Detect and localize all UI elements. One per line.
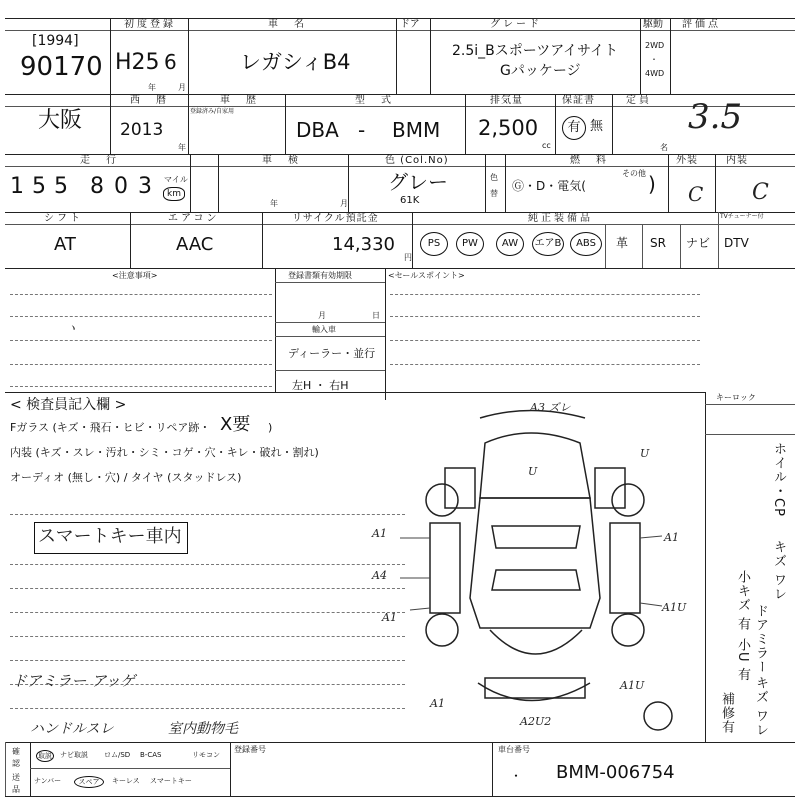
expiry-day: 日 [372, 311, 380, 320]
footer-send-2: 品 [12, 785, 20, 794]
color-label: 色 (Col.No) [385, 155, 449, 166]
damage-mark-left-1: A1 [372, 527, 387, 540]
interior-label: 内装 [726, 155, 748, 166]
inspection-month: 月 [340, 199, 348, 208]
model-dash: - [358, 118, 366, 142]
grid-line [5, 742, 795, 743]
wheel-front-left [426, 484, 458, 516]
reg-number-label: 登録番号 [234, 745, 266, 754]
note-line [10, 340, 272, 341]
wheel-front-right [612, 484, 644, 516]
footer-item-spare: スペア [74, 776, 104, 788]
ac-label: エアコン [168, 213, 220, 224]
grid-line [5, 742, 6, 796]
option-navi: ナビ [686, 236, 711, 250]
car-body [470, 498, 600, 628]
grid-line [642, 224, 643, 268]
grid-line [285, 94, 286, 154]
option-airbag: エアB [532, 232, 564, 256]
mileage-label: 走 行 [80, 155, 119, 166]
mile-label: マイル [164, 175, 188, 184]
shift-label: シフト [44, 213, 83, 224]
grid-line [188, 94, 189, 154]
damage-mark-rear-right: A1U [620, 679, 645, 692]
glass-line: Fガラス (キズ・飛石・ヒビ・リペア跡・ [10, 421, 211, 434]
inspection-label: 車 検 [262, 155, 301, 166]
rating-label: 評価点 [682, 19, 721, 30]
grid-line [5, 796, 795, 797]
bottom-note-handle: ハンドルスレ [30, 721, 114, 737]
grid-line [505, 154, 506, 212]
year-bracket: [1994] [32, 33, 79, 49]
door-label: ドア [400, 19, 420, 30]
capacity-unit: 名 [660, 143, 668, 152]
side-note-small-scratch: 小キズ 有 [734, 570, 750, 632]
left-side-panel [430, 523, 460, 613]
tuner-label: TVチューナー付 [720, 213, 764, 220]
fuel-value: Ⓖ・D・電気( [512, 179, 586, 193]
note-line [390, 364, 700, 365]
footer-item-bcas: B-CAS [140, 751, 162, 759]
damage-mark-right-1: A1 [664, 531, 679, 544]
inspection-year: 年 [270, 199, 278, 208]
color-change-1: 色 [490, 173, 498, 182]
car-diagram [400, 398, 705, 738]
footer-item-navi-manual: ナビ取説 [60, 751, 88, 759]
western-year-label: 西 暦 [130, 95, 169, 106]
audio-line: オーディオ (無し・穴) / タイヤ (スタッドレス) [10, 471, 242, 484]
grid-line [670, 18, 671, 94]
year-unit-2: 年 [178, 143, 186, 152]
history-label: 車 歴 [220, 95, 259, 106]
ac-value: AAC [176, 234, 214, 255]
mileage-digit-6: 3 [138, 174, 152, 199]
reg-era: H25 [115, 50, 160, 75]
exterior-label: 外装 [676, 155, 698, 166]
car-windshield [492, 526, 580, 548]
grid-line [555, 94, 556, 154]
grid-line [465, 94, 466, 154]
recycle-label: リサイクル預託金 [292, 213, 379, 224]
note-line [390, 316, 700, 317]
grid-line [262, 212, 263, 268]
grid-line [5, 106, 795, 107]
mileage-digit-2: 5 [32, 174, 46, 199]
grade-label: グレード [490, 19, 542, 30]
car-roof [492, 570, 580, 590]
grid-line [605, 224, 606, 268]
mirror-note: ドアミラー アッゲ [12, 672, 136, 690]
car-name-label: 車 名 [268, 19, 307, 30]
option-aw: AW [496, 232, 524, 256]
warranty-label: 保証書 [562, 95, 595, 106]
note-line [10, 708, 405, 709]
footer-item-remote: リモコン [192, 751, 220, 759]
handle-value: 左H ・ 右H [292, 379, 349, 392]
inspector-title: < 検査員記入欄 > [10, 397, 127, 413]
displacement-value: 2,500 [478, 116, 539, 140]
side-note-mirror: ドアミラー [752, 604, 768, 674]
grid-line [5, 30, 795, 31]
note-line [390, 294, 700, 295]
note-line [10, 514, 405, 515]
grid-line [492, 742, 493, 796]
grid-line [705, 392, 706, 742]
footer-confirm-1: 確 [12, 747, 20, 756]
location: 大阪 [38, 108, 83, 133]
wheel-rear-left [426, 614, 458, 646]
grid-line [5, 166, 795, 167]
wheel-rear-right [612, 614, 644, 646]
note-line [10, 564, 405, 565]
footer-send-1: 送 [12, 773, 20, 782]
damage-mark-left-3: A1 [382, 611, 397, 624]
right-front-door [595, 468, 625, 508]
grade-line1: 2.5i_Bスポーツアイサイト [452, 43, 618, 59]
notes-label: <注意事項> [112, 271, 158, 280]
damage-mark-left-2: A4 [372, 569, 387, 582]
grid-line [275, 370, 385, 371]
capacity-label: 定員 [626, 95, 652, 106]
keylock-label: キーロック [716, 393, 756, 402]
footer-item-keyless: キーレス [112, 777, 140, 785]
import-label: 輸入車 [312, 325, 336, 334]
damage-mark-rear-left: A1 [430, 697, 445, 710]
model-label: 型 式 [355, 95, 394, 106]
drive-4wd: 4WD [645, 69, 665, 78]
note-line [10, 316, 272, 317]
note-line [10, 294, 272, 295]
grid-line [718, 212, 719, 268]
grid-line [275, 322, 385, 323]
grid-line [30, 768, 230, 769]
chassis-number: BMM-006754 [556, 762, 675, 783]
grid-line [275, 282, 385, 283]
color-value: グレー [388, 170, 448, 194]
model-code: BMM [392, 118, 441, 142]
interior-grade: C [752, 180, 769, 205]
bottom-note-fur: 室内動物毛 [168, 721, 238, 737]
mark-pointer [640, 536, 662, 538]
grid-line [218, 154, 219, 212]
damage-mark-right-2: A1U [662, 601, 687, 614]
footer-item-rom-sd: ロム/SD [104, 751, 131, 759]
note-line [10, 588, 405, 589]
lot-number: 90170 [20, 52, 103, 82]
grid-line [412, 212, 413, 268]
grid-line [110, 18, 111, 94]
side-note-scratch-1: キズ ワレ [770, 540, 786, 602]
grid-line [190, 154, 191, 212]
side-note-wheel: ホイル・CP [770, 442, 786, 517]
recycle-value: 14,330 [332, 234, 395, 255]
color-number: 61K [400, 195, 420, 206]
glass-close: ) [268, 421, 273, 434]
drive-label: 駆動 [643, 19, 663, 30]
exterior-grade: C [688, 182, 704, 206]
month-unit: 月 [178, 83, 186, 92]
model-prefix: DBA [296, 118, 339, 142]
grid-line [275, 336, 385, 337]
fuel-close: ) [648, 172, 656, 196]
grid-line [668, 154, 669, 212]
glass-mark: X要 [220, 414, 251, 435]
option-leather: 革 [616, 236, 629, 250]
note-line [390, 340, 700, 341]
grid-line [348, 154, 349, 212]
cc-unit: cc [542, 141, 551, 150]
side-note-repaired: 補修有 [718, 692, 734, 734]
shift-value: AT [54, 234, 76, 255]
sales-points-label: <セールスポイント> [388, 271, 465, 280]
year-value: 2013 [120, 120, 164, 140]
history-note: 登録済み/自家用 [190, 108, 235, 115]
chassis-label: 車台番号 [498, 745, 530, 754]
smart-key-note: スマートキー車内 [38, 526, 182, 547]
km-circled: km [163, 187, 185, 201]
grid-line [110, 94, 111, 154]
grid-line [705, 404, 795, 405]
grid-line [5, 224, 795, 225]
equipment-label: 純正装備品 [528, 213, 593, 224]
chassis-dot: ・ [510, 769, 523, 783]
warranty-no: 無 [590, 119, 604, 134]
car-name: レガシィB4 [240, 50, 351, 74]
note-line [10, 636, 405, 637]
option-abs: ABS [570, 232, 602, 256]
footer-item-manual: 取説 [38, 752, 52, 760]
option-sr: SR [650, 236, 666, 250]
mileage-digit-5: 0 [114, 174, 128, 199]
grid-line [5, 392, 705, 393]
grid-line [130, 212, 131, 268]
note-mark: ヽ [66, 321, 79, 335]
option-dtv: DTV [724, 236, 749, 250]
grade-line2: Gパッケージ [500, 63, 581, 79]
side-note-scratch-2: キズ ワレ [752, 676, 768, 738]
score-value: 3.5 [688, 97, 743, 137]
reg-expiry-label: 登録書類有効期限 [288, 271, 352, 280]
fuel-other: その他 [622, 169, 646, 178]
mileage-digit-4: 8 [90, 174, 104, 199]
grid-line [715, 154, 716, 212]
grid-line [5, 212, 795, 213]
left-front-door [445, 468, 475, 508]
grid-line [612, 94, 613, 154]
grid-line [396, 18, 397, 94]
grid-line [230, 742, 231, 796]
grid-line [640, 18, 641, 94]
reg-month: 6 [164, 50, 177, 74]
footer-item-plate: ナンバー [34, 777, 62, 785]
displacement-label: 排気量 [490, 95, 523, 106]
color-change-2: 替 [490, 189, 498, 198]
damage-mark-front: A3 ズレ [530, 401, 571, 414]
option-ps: PS [420, 232, 448, 256]
grid-line [188, 18, 189, 94]
expiry-month: 月 [318, 311, 326, 320]
option-pw: PW [456, 232, 484, 256]
grid-line [705, 434, 795, 435]
warranty-yes-circled: 有 [562, 116, 586, 140]
side-note-small-u: 小U 有 [734, 638, 750, 682]
grid-line [5, 94, 795, 95]
yen-unit: 円 [404, 253, 412, 262]
car-rear-window [490, 630, 582, 654]
damage-mark-hood: U [528, 465, 538, 478]
grid-line [5, 268, 795, 269]
right-side-panel [610, 523, 640, 613]
damage-mark-right-front: U [640, 447, 650, 460]
mileage-digit-1: 1 [10, 174, 24, 199]
mileage-digit-3: 5 [54, 174, 68, 199]
grid-line [485, 154, 486, 212]
footer-confirm-2: 認 [12, 759, 20, 768]
interior-line: 内装 (キズ・スレ・汚れ・シミ・コゲ・穴・キレ・破れ・割れ) [10, 446, 319, 459]
note-line [10, 386, 272, 387]
grid-line [430, 18, 431, 94]
drive-dot: ・ [650, 55, 658, 64]
footer-item-smartkey: スマートキー [150, 777, 192, 785]
first-reg-label: 初度登録 [124, 19, 176, 30]
note-line [10, 660, 405, 661]
note-line [10, 612, 405, 613]
damage-mark-rear: A2U2 [520, 715, 552, 728]
dealer-value: ディーラー・並行 [288, 347, 376, 360]
grid-line [680, 224, 681, 268]
grid-line [385, 268, 386, 400]
note-line [10, 364, 272, 365]
grid-line [275, 268, 276, 392]
drive-2wd: 2WD [645, 41, 665, 50]
fuel-label: 燃 料 [570, 155, 609, 166]
year-unit: 年 [148, 83, 156, 92]
mark-pointer [640, 603, 662, 606]
grid-line [30, 742, 31, 796]
mark-pointer [410, 608, 430, 610]
spare-wheel [644, 702, 672, 730]
